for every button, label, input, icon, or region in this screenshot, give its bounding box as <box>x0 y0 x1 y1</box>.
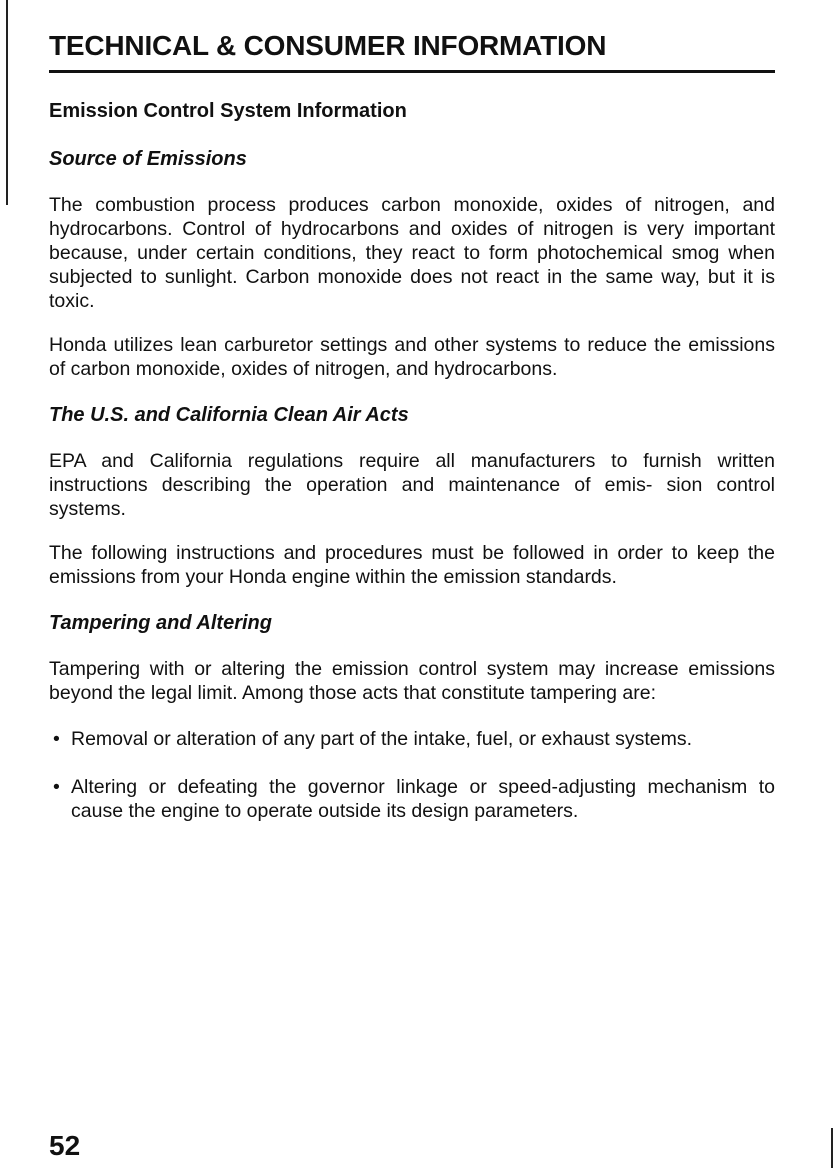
paragraph-honda-lean-settings: Honda utilizes lean carburetor settings and other systems to reduce the emissions of carbon monoxide, oxides of nitrogen, and hydrocarbons. <box>49 334 775 380</box>
subheading-tampering: Tampering and Altering <box>49 612 272 634</box>
tampering-list <box>49 727 775 823</box>
section-heading: Emission Control System Information <box>49 100 407 122</box>
bullet-icon: • <box>53 776 60 798</box>
subheading-clean-air-acts: The U.S. and California Clean Air Acts <box>49 404 409 426</box>
page-content <box>49 26 775 847</box>
left-margin-rule <box>6 0 8 205</box>
paragraph-combustion: The combustion process produces carbon monoxide, oxides of nitrogen, and hydrocarbons. Control of hydrocarbons and oxides of nitrogen is very important because, under certain conditions, they react to form photochemical smog when subjected to sunlight. Carbon monoxide does not react in the same way, but it is toxic. <box>49 194 775 312</box>
paragraph-epa-regulations: EPA and California regulations require all manufacturers to furnish written instructions describing the operation and maintenance of emis- sion control systems. <box>49 450 775 520</box>
list-item <box>49 727 775 751</box>
page-title: TECHNICAL & CONSUMER INFORMATION <box>49 30 607 61</box>
subheading-source-of-emissions: Source of Emissions <box>49 148 247 170</box>
paragraph-tampering: Tampering with or altering the emission control system may increase emissions beyond the legal limit. Among those acts that constitute tampering are: <box>49 658 775 704</box>
list-item-text: Altering or defeating the governor linkage or speed-adjusting mechanism to cause the engine to operate outside its design parameters. <box>71 776 775 822</box>
list-item <box>49 775 775 823</box>
right-margin-rule <box>831 1128 833 1168</box>
bullet-icon: • <box>53 728 60 750</box>
paragraph-following-instructions: The following instructions and procedures must be followed in order to keep the emissions from your Honda engine within the emission standards. <box>49 542 775 588</box>
title-divider <box>49 70 775 73</box>
page-number: 52 <box>49 1130 81 1161</box>
list-item-text: Removal or alteration of any part of the intake, fuel, or exhaust systems. <box>71 728 693 750</box>
